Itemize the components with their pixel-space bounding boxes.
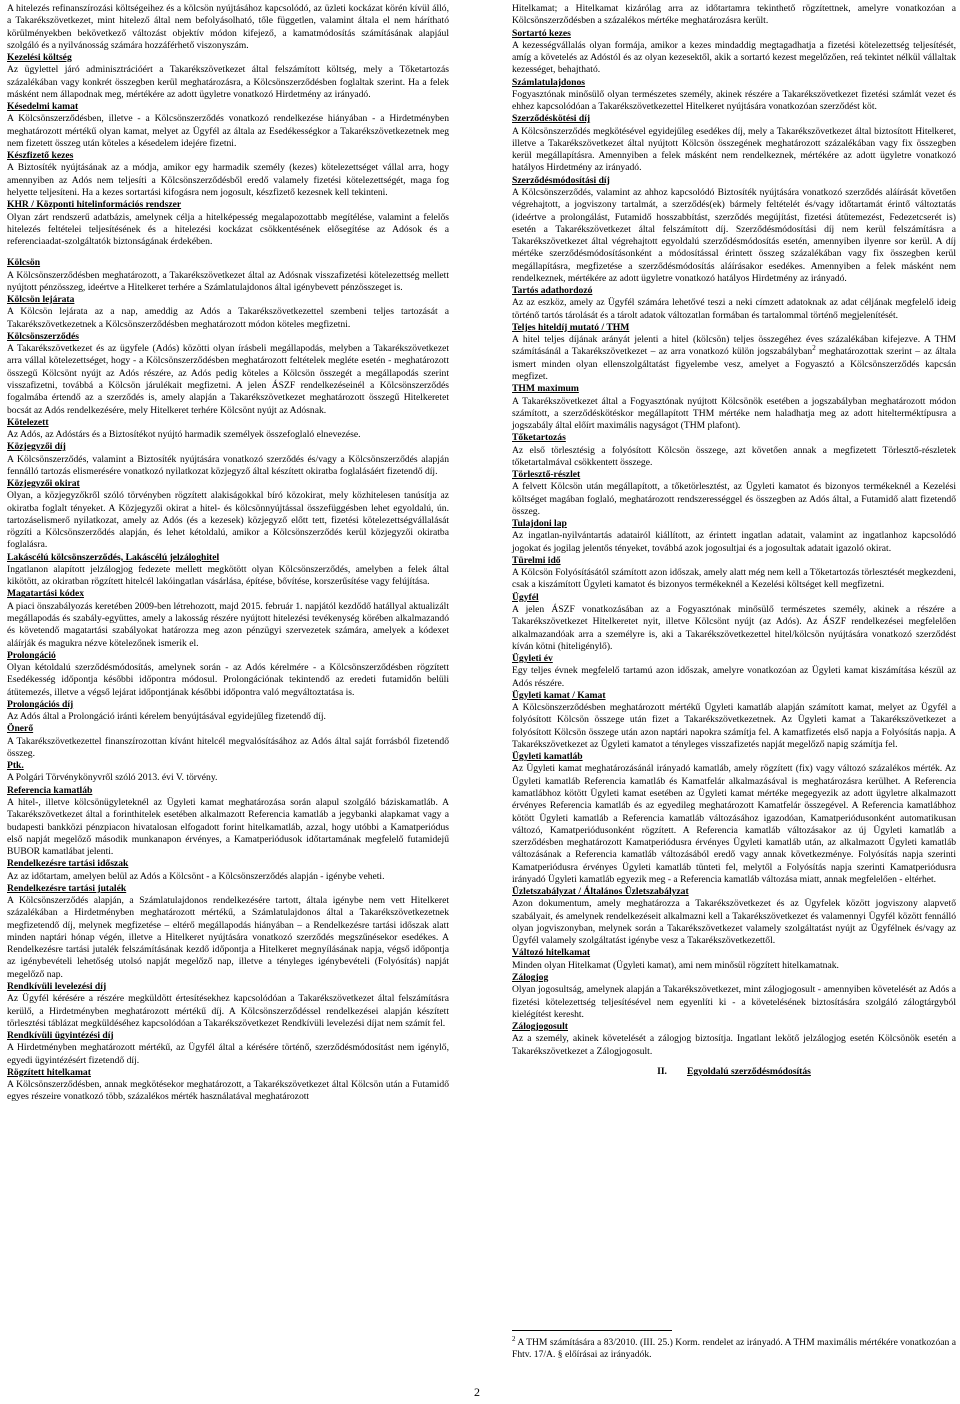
definition-entry xyxy=(7,441,449,478)
definition-text-part: A jelen ÁSZF vonatkozásában az a Fogyasztónak minősülő természetes személy, akinek a részére a Takarékszövetkezet Hitelkeretet nyit, illetve Kölcsönt nyújt (az Adós). Az ÁSZF rendelkezései megfelelően alkalmazandóak arra a személyre is, aki a Takarékszövetkezettel hitel/kölcsön nyújtására vonatkozó szerződést kíván kötni (hiteligénylő). xyxy=(512,604,956,652)
definition-text xyxy=(7,306,449,331)
footnote-reference: 2 xyxy=(812,344,816,353)
definition-text xyxy=(512,604,956,653)
section-title: Egyoldalú szerződésmódosítás xyxy=(686,1065,811,1077)
definition-term: Tulajdoni lap xyxy=(512,518,567,530)
definition-term: Ügyleti kamat / Kamat xyxy=(512,689,606,701)
definition-term: Késedelmi kamat xyxy=(7,101,79,113)
definition-text-part: Egy teljes évnek megfelelő tartamú azon időszak, amelyre vonatkozóan az Ügyleti kamat kiszámítása készül az Adós részére. xyxy=(512,665,956,689)
definition-term: Lakáscélú kölcsönszerződés, Lakáscélú jelzáloghitel xyxy=(7,551,220,563)
definition-text xyxy=(7,429,449,441)
definition-entry xyxy=(512,886,956,947)
definition-text xyxy=(7,270,449,295)
definition-term: Kölcsön xyxy=(7,257,41,269)
definition-entry xyxy=(7,760,449,785)
definition-text xyxy=(7,662,449,699)
definition-term: Zálogjogosult xyxy=(512,1021,568,1033)
definition-text-part: Az az eszköz, amely az Ügyfél számára lehetővé teszi a neki címzett adatoknak az adat céljának megfelelő ideig történő tartós tárolását és a tárolt adatok változatlan formában és tartalommal történő megjelenítését. xyxy=(512,297,956,321)
definition-term: Rendkívüli ügyintézési díj xyxy=(7,1030,114,1042)
definition-entry xyxy=(512,28,956,77)
definition-text xyxy=(512,702,956,751)
definition-text xyxy=(7,64,449,101)
definition-term: Készfizető kezes xyxy=(7,150,74,162)
definition-text-part: A felvett Kölcsön után megállapított, a tőketörlesztést, az Ügyleti kamatot és bizonyos termékeknél a Kezelési költséget magában foglaló, meghatározott rendszerességgel és összegben az Adós által, a Futamidő alatt fizetendő összeg. xyxy=(512,481,956,517)
definition-text xyxy=(7,797,449,858)
definition-entry xyxy=(7,883,449,981)
definition-term: Ptk. xyxy=(7,760,24,772)
definition-entry xyxy=(7,981,449,1030)
definition-text-part: Az ügylettel járó adminisztrációért a Takarékszövetkezet által felszámított költség, mely a Tőketartozás százalékában vagy konkrét összegben kerül meghatározásra, a Kölcsönszerződésben foglaltak szerint. Ha a felek másként nem állapodnak meg, mértékére az adott ügyletre vonatkozó Hirdetmény az irányadó. xyxy=(7,64,449,100)
footnote-number: 2 xyxy=(512,1334,516,1343)
definition-text xyxy=(512,40,956,77)
definition-text-part: Az első törlesztésig a folyósított Kölcsön összege, azt követően annak a megfizetett Törlesztő-részletek tőketartalmával csökkentett összege. xyxy=(512,444,956,468)
definition-entry xyxy=(7,478,449,552)
definition-text-part: A hitel teljes díjának arányát jelenti a hitel (kölcsön) teljes összegéhez éves százalékában kifejezve. A THM számításánál a Takarékszövetkezet – az arra vonatkozó külön jogszabályban xyxy=(512,334,956,358)
definition-term: Közjegyzői okirat xyxy=(7,478,80,490)
definition-entry xyxy=(7,101,449,150)
definition-text xyxy=(512,187,956,285)
definition-term: Szerződéskötési díj xyxy=(512,113,591,125)
definition-text-part: A Kölcsönszerződésben, illetve - a Kölcsönszerződés vonatkozó rendelkezése hiányában - a Hirdetményben meghatározott mértékű olyan kamat, melyet az Ügyfél az általa az Esedékességkor a Takarékszövetkezetnek meg nem fizetett összeg után köteles a késedelem idejére fizetni. xyxy=(7,113,449,149)
definition-entry xyxy=(512,113,956,174)
definition-text-part: A Biztosíték nyújtásának az a módja, amikor egy harmadik személy (kezes) kötelezettséget vállal arra, hogy amennyiben az Adós nem teljesíti a Kölcsönszerződésből eredő valamely fizetési kötelezettségét, maga fog helyette teljesíteni. Ha a kezes sortartási kifogásra nem jogosult, készfizető kezesnek kell tekinteni. xyxy=(7,162,449,198)
definition-entry xyxy=(512,322,956,383)
definition-text xyxy=(512,396,956,433)
definition-entry xyxy=(7,723,449,760)
definition-text-part: Olyan jogosultság, amelynek alapján a Takarékszövetkezet, mint zálogjogosult - amennyiben követelését az Adós a fizetési kötelezettség teljesítésével nem egyenlíti ki - a követelésének biztosítására szolgáló zálogtárgyból kielégítést keresht. xyxy=(512,984,956,1020)
definition-text-part: A Kölcsönszerződés megkötésével egyidejűleg esedékes díj, mely a Takarékszövetkezet által biztosított Hitelkeret, illetve a Takarékszövetkezet által nyújtott Kölcsön összegének meghatározott százalékában vagy fix összegben kerül megállapításra. Amennyiben a felek másként nem rendelkeznek, mértékére az adott ügyletre vonatkozó hatályos Hirdetmény az irányadó. xyxy=(512,125,956,174)
definition-text xyxy=(512,1033,956,1058)
definition-text-part: A kezességvállalás olyan formája, amikor a kezes mindaddig megtagadhatja a fizetési kötelezettség teljesítését, amíg a követelés az Adóstól és az olyan kezesektől, akik a sortartó kezest megelőzően, reá tekintet nélkül vállaltak kezességet, behajtható. xyxy=(512,39,956,76)
definition-term: Ügyfél xyxy=(512,591,539,603)
definition-term: KHR / Központi hitelinformációs rendszer xyxy=(7,199,182,211)
definition-term: Ügyleti év xyxy=(512,653,553,665)
definition-entry xyxy=(7,588,449,649)
section-heading xyxy=(512,1066,956,1078)
definition-term: Sortartó kezes xyxy=(512,27,571,39)
definition-text xyxy=(7,564,449,589)
definition-text xyxy=(512,530,956,555)
definition-entry xyxy=(512,383,956,432)
definition-text xyxy=(512,665,956,690)
definition-term: Prolongációs díj xyxy=(7,698,74,710)
definition-text-part: Azon dokumentum, amely meghatározza a Takarékszövetkezet és az Ügyfelek között jogviszony alapvető szabályait, és amelynek rendelkezéseit alkalmazni kell a Takarékszövetkezet és valamennyi Ügyfél között fennálló olyan jogviszonyban, melynek során a Takarékszövetkezet valamely szolgáltatást nyújt az Ügyfélnek és/vagy az Ügyfél valamely szolgáltatást igénybe vesz a Takarékszövetkezettől. xyxy=(512,898,956,947)
definition-term: Rendkívüli levelezési díj xyxy=(7,980,107,992)
definition-text xyxy=(7,162,449,199)
definition-entry xyxy=(512,751,956,886)
definition-text-part: meghatározottak szerint – az általa ismert minden olyan ellenszolgáltatást figyelembe vesz, amelyet a Fogyasztó a Kölcsönszerződés kapcsán megfizet. xyxy=(512,346,956,382)
definition-term: Tartós adathordozó xyxy=(512,285,593,297)
intro-paragraph: Hitelkamat; a Hitelkamat kizárólag arra az időtartamra tekinthető rögzítettnek, amelyre vonatkozóan a Kölcsönszerződésben a százalékos mértéke meghatározásra került. xyxy=(512,3,956,27)
definition-text-part: A Takarékszövetkezet és az ügyfele (Adós) közötti olyan írásbeli megállapodás, melyben a Takarékszövetkezet arra vállal kötelezettséget, hogy - a Kölcsönszerződésben meghatározott feltételek megléte esetén - meghatározott összegű Kölcsönt nyújt az Adós részére, az Adós pedig köteles a Kölcsön összegét a megállapodás szerint visszafizetni, továbbá a Kölcsön járulékait megfizetni. A jelen ÁSZF rendelkezéseinél a Kölcsönszerződés fogalmába értendő az a szerződés is, amely alapján a Takarékszövetkezet meghatározott összegű Hitelkeretet bocsát az Adós rendelkezésére, mely Hitelkeret terhére Kölcsönt nyújt az Adósnak. xyxy=(7,343,449,416)
definition-text-part: Az ingatlan-nyilvántartás adatairól kiállított, az érintett ingatlan adatait, valamint az ingatlanhoz kapcsolódó jogokat és jogilag jelentős tényeket, továbbá azok jogosultjai és a jogosultak adatait igazoló okirat. xyxy=(512,530,956,554)
definition-term: Prolongáció xyxy=(7,649,56,661)
definition-text-part: A Kölcsönszerződésben, annak megkötésekor meghatározott, a Takarékszövetkezet által Kölcsön után a Futamidő egyes részeire vonatkozó több, százalékos mérték használatával meghatározott xyxy=(7,1079,449,1103)
definition-entry xyxy=(512,175,956,285)
definition-text xyxy=(512,89,956,114)
definition-text xyxy=(7,772,449,784)
definition-text xyxy=(7,736,449,761)
definition-text-part: Olyan zárt rendszerű adatbázis, amelynek célja a hitelképesség megalapozottabb megítélése, valamint a felelős hitelezés feltételei teljesítésének és a hitelezési kockázat csökkentésének elősegítése az Adósok és a referenciaadat-szolgáltatók biztonságának érdekében. xyxy=(7,211,449,248)
definition-term: Önerő xyxy=(7,723,34,735)
definition-entry xyxy=(7,1030,449,1067)
left-column xyxy=(7,3,449,1104)
definition-text-part: A hitel-, illetve kölcsönügyleteknél az Ügyleti kamat meghatározása során alapul szolgáló báziskamatláb. A Takarékszövetkezet által a forinthitelek esetében alkalmazott Referencia kamatláb a jegybanki alapkamat vagy a budapesti bankközi pénzpiacon hivatalosan elfogadott forint hitelkamatláb, azzal, hogy utóbbi a Kamatperiódus első napját megelőző második munkanapon érvényes, a Kamatperiódusok időtartamának megfelelő futamidejű BUBOR kamatlábat jelenti. xyxy=(7,797,449,858)
definition-text xyxy=(512,898,956,947)
intro-paragraph: A hitelezés refinanszírozási költségeihez és a kölcsön nyújtásához kapcsolódó, az üzleti kockázat körén kívül álló, a Takarékszövetkezet, mint hitelező által nem befolyásolható, tőle független, valamint általa el nem hárítható körülményekben bekövetkező változást objektív módon kifejező, a kamatmódosítás számításának alapjául szolgáló és a nyilvánosság számára hozzáférhető viszonyszám. xyxy=(7,3,449,51)
definition-term: Számlatulajdonos xyxy=(512,76,586,88)
definition-entry xyxy=(7,294,449,331)
definition-entry xyxy=(7,1067,449,1104)
definition-term: Kölcsön lejárata xyxy=(7,294,75,306)
definition-text-part: A Takarékszövetkezettel finanszírozottan kívánt hitelcél megvalósításához az Adós által saját forrásból fizetendő összeg. xyxy=(7,735,449,759)
definition-text xyxy=(7,212,449,249)
definition-text xyxy=(7,454,449,479)
definition-term: Kezelési költség xyxy=(7,52,72,64)
definition-entry xyxy=(512,1021,956,1058)
definition-entry xyxy=(512,592,956,653)
definition-term: Közjegyzői díj xyxy=(7,441,66,453)
page-number: 2 xyxy=(474,1385,480,1399)
definition-text xyxy=(512,334,956,383)
definition-entry xyxy=(7,552,449,589)
definition-text-part: Az Ügyfél kérésére a részére megküldött értesítésekhez kapcsolódóan a Takarékszövetkezet által felszámításra kerülő, a Hirdetményben meghatározott mértékű díj. A Kölcsönszerződéssel rendelkezései alapján készített törlesztési táblázat megküldéséhez kapcsolódóan a Takarékszövetkezet Rendkívüli levelezési díjat nem számít fel. xyxy=(7,993,449,1029)
definition-entry xyxy=(7,699,449,724)
definition-term: Ügyleti kamatláb xyxy=(512,751,583,763)
definition-term: Rendelkezésre tartási időszak xyxy=(7,858,129,870)
definition-term: Változó hitelkamat xyxy=(512,947,591,959)
definition-text xyxy=(7,711,449,723)
definition-text xyxy=(512,126,956,175)
definition-text-part: Fogyasztónak minősülő olyan természetes személy, akinek részére a Takarékszövetkezet fizetési számlát vezet és ehhez kapcsolódóan a Takarékszövetkezettel Hitelkeret nyújtására vonatkozóan szerződést köt. xyxy=(512,88,956,113)
definition-text xyxy=(7,113,449,150)
definition-term: Kötelezett xyxy=(7,416,49,428)
definition-text-part: Az Adós, az Adóstárs és a Biztosítékot nyújtó harmadik személyek összefoglaló elnevezése. xyxy=(7,429,361,441)
definition-term: Tőketartozás xyxy=(512,432,566,444)
definition-text xyxy=(7,993,449,1030)
definition-term: THM maximum xyxy=(512,383,579,395)
definition-entry xyxy=(512,690,956,751)
definition-text xyxy=(7,601,449,650)
footnote-text: A THM számítására a 83/2010. (III. 25.) Korm. rendelet az irányadó. A THM maximális mértékére vonatkozóan a Fhtv. 17/A. § előírásai az irányadók. xyxy=(512,1337,956,1361)
definition-text xyxy=(7,490,449,551)
definition-term: Rendelkezésre tartási jutalék xyxy=(7,882,127,894)
definition-term: Kölcsönszerződés xyxy=(7,330,79,342)
definition-entry xyxy=(7,150,449,199)
definition-text xyxy=(7,871,449,883)
definition-entry xyxy=(512,947,956,972)
definition-text xyxy=(7,1079,449,1104)
definition-text-part: A Kölcsönszerződésben meghatározott, a Takarékszövetkezet által az Adósnak visszafizetési kötelezettség mellett nyújtott pénzösszeg, ideértve a Hitelkeret terhére a Számlatulajdonos által igénybevett pénzösszeget is. xyxy=(7,269,449,293)
definition-text-part: A Kölcsönszerződésben meghatározott mértékű Ügyleti kamatláb alapján számított kamat, melyet az Ügyfél a folyósított Kölcsön összege után fizet a Takarékszövetkezetnek. Az Ügyleti kamat a Takarékszövetkezet a folyósított Kölcsön összege után azon naptári napokra számítja fel. A kamatfizetés első napja a Folyósítás napja. A Takarékszövetkezet az Ügyleti kamatot a tényleges visszafizetés napját megelőző napig számítja fel. xyxy=(512,702,956,750)
section-number: II. xyxy=(657,1065,667,1077)
definition-entry xyxy=(512,469,956,518)
definition-text-part: A Kölcsön lejárata az a nap, ameddig az Adós a Takarékszövetkezettel szembeni teljes tartozását a Takarékszövetkezetnek a Kölcsönszerződésben meghatározott módon köteles megfizetni. xyxy=(7,306,449,330)
definition-text xyxy=(512,763,956,886)
definition-text xyxy=(7,1042,449,1067)
definition-text-part: A Takarékszövetkezet által a Fogyasztónak nyújtott Kölcsönök esetében a jogszabályban meghatározott módon számított, a szerződéskötéskor megállapított THM mértéke nem haladhatja meg az adott hitelterméktípusra a jogszabály által előírt maximális nagyságot (THM plafont). xyxy=(512,395,956,432)
definition-term: Szerződésmódosítási díj xyxy=(512,174,610,186)
definition-term: Rögzített hitelkamat xyxy=(7,1066,91,1078)
definition-entry xyxy=(512,285,956,322)
definition-text-part: Olyan, a közjegyzőkről szóló törvényben rögzített alakiságokkal bíró közokirat, mely közhitelesen tanúsítja az okiratba foglalt tényeket. A Közjegyzői okirat a hitel- és kölcsönnyújtással összefüggésben lehet egyoldalú, ún. tartozáselismerő nyilatkozat, amely az Adós (és a kezesek) közjegyző előtt tett, fizetési kötelezettségvállalását rögzíti a Kölcsönszerződés alapján, és lehet kétoldalú, amikor a Kölcsönszerződés kerül közjegyzői okiratba foglalásra. xyxy=(7,490,449,551)
definition-text-part: Ingatlanon alapított jelzálogjog fedezete mellett megkötött olyan Kölcsönszerződés, amelyben a felek által kikötött, az okiratban rögzített hitelcél lakóingatlan vásárlása, építése, bővítése, korszerűsítése vagy felújítása. xyxy=(7,563,449,588)
definition-term: Üzletszabályzat / Általános Üzletszabályzat xyxy=(512,886,689,898)
definition-text-part: Az az időtartam, amelyen belül az Adós a Kölcsönt - a Kölcsönszerződés alapján - igénybe veheti. xyxy=(7,870,385,882)
definition-term: Zálogjog xyxy=(512,971,549,983)
definition-text-part: Minden olyan Hitelkamat (Ügyleti kamat), ami nem minősül rögzített hitelkamatnak. xyxy=(512,959,839,971)
definition-entry xyxy=(7,331,449,417)
definition-text-part: Az a személy, akinek követelését a zálogjog biztosítja. Ingatlant lekötő jelzálogjog esetén Kölcsönök esetén a Takarékszövetkezet a Zálogjogosult. xyxy=(512,1033,956,1057)
definition-text xyxy=(7,343,449,417)
definition-entry xyxy=(512,555,956,592)
definition-entry xyxy=(512,653,956,690)
definition-text-part: A Hirdetményben meghatározott mértékű, az Ügyfél által a kérésére történő, szerződésmódosítást nem igénylő, egyedi ügyintézésért fizetendő díj. xyxy=(7,1042,449,1066)
definition-term: Törlesztő-részlet xyxy=(512,469,581,481)
definition-entry xyxy=(7,199,449,248)
definition-text-part: Olyan kétoldalú szerződésmódosítás, amelynek során - az Adós kérelmére - a Kölcsönszerződésben rögzített Esedékesség időpontja későbbi időpontra módosul. Prolongációnak tekintendő az eredeti futamidőn belüli átütemezés, illetve a végső lejárat időpontjának későbbi időpontra való megváltoztatása is. xyxy=(7,662,449,698)
definition-text xyxy=(512,960,956,972)
definition-entry xyxy=(7,52,449,101)
footnote-divider xyxy=(512,1330,672,1331)
definition-text-part: A piaci önszabályozás keretében 2009-ben létrehozott, majd 2015. február 1. napjától kezdődő hatállyal aktualizált megállapodás és szabály-együttes, amely a lakosság részére nyújtott hitelezési tevékenység körében alkalmazandó és követendő magatartási szabályokat határozza meg azon pénzügyi szervezetek számára, amelyek a kódexet aláírják és magukra nézve kötelezőnek ismerik el. xyxy=(7,600,449,649)
definition-text xyxy=(512,567,956,592)
footnote xyxy=(512,1334,956,1362)
definition-entry xyxy=(7,257,449,294)
definition-text-part: A Kölcsönszerződés alapján, a Számlatulajdonos rendelkezésére tartott, általa igénybe nem vett Hitelkeret százalékában a Hirdetményben meghatározott mértékű, a Számlatulajdonos által a Takarékszövetkezetnek megfizetendő díj, melynek megfizetése – eltérő megállapodás hiányában – a Rendelkezésre tartási időszak alatt minden naptári hónap végén, illetve a Hitelkeret nyújtására vonatkozó szerződés megszűnésekor esedékes. A Rendelkezésre tartási jutalék felszámításának kezdő időpontja a Hitelkeret megnyílásának napja, végső időpontja az igénybevételi lehetőség utolsó napját megelőző nap, illetve a tényleges igénybevételi (Folyósítás) napját megelőző nap. xyxy=(7,895,449,980)
definition-entry xyxy=(7,785,449,859)
definition-term: Referencia kamatláb xyxy=(7,784,93,796)
definition-entry xyxy=(512,77,956,114)
definition-text xyxy=(512,984,956,1021)
definition-term: Magatartási kódex xyxy=(7,588,85,600)
definition-text xyxy=(512,481,956,518)
definition-entry xyxy=(512,432,956,469)
definition-entry xyxy=(512,972,956,1021)
definition-text xyxy=(512,297,956,322)
definition-entry xyxy=(7,650,449,699)
definition-text-part: Az Ügyleti kamat meghatározásánál irányadó kamatláb, amely rögzített (fix) vagy változó százalékos mérték. Az Ügyleti kamatláb Referencia kamatláb és Kamatfelár alkalmazásával is meghatározásra kerülhet. A Referencia kamatlábhoz kötött Ügyleti kamat esetében az Ügyleti kamat mértéke megegyezik az adott ügyletre alkalmazott érvényes Referencia kamatláb és az egyedileg meghatározott Kamatfelár összegével. A Referencia kamatlábhoz kötött Ügyleti kamatláb a Referencia kamatláb változásához igazodóan, Kamatperiódusonként automatikusan változó, Kamatperiódusonként rögzített. A Referencia kamatláb változásakor az új Ügyleti kamatláb a szerződésben meghatározott Kamatperiódusra érvényes Ügyleti kamatláb után, az alkalmazott Ügyleti kamatláb változásának a Referencia kamatláb változásából eredő vagy annak következménye. Folyósítás napja szerinti Kamatperiódusra érvényes Ügyleti kamatláb tünteti fel, melytől a Folyósítás napja szerinti Kamatperiódusra irányadó Ügyleti kamatláb egyezik meg - a Referencia kamatláb változása miatt, annak megfelelően - eltérhet. xyxy=(512,763,956,885)
definition-text xyxy=(512,445,956,470)
definition-entry xyxy=(512,518,956,555)
right-column xyxy=(512,3,956,1078)
definition-text-part: A Polgári Törvénykönyvről szóló 2013. évi V. törvény. xyxy=(7,772,218,784)
definition-text-part: A Kölcsönszerződés, valamint a Biztosíték nyújtására vonatkozó szerződés és/vagy a Kölcsönszerződés alapján fennálló tartozás elismerésére vonatkozó nyilatkozat közjegyző által készített okiratba foglalásáért fizetendő díj. xyxy=(7,453,449,477)
definition-term: Türelmi idő xyxy=(512,554,561,566)
definition-text xyxy=(7,895,449,981)
definition-term: Teljes hiteldíj mutató / THM xyxy=(512,321,630,333)
definition-text-part: A Kölcsönszerződés, valamint az ahhoz kapcsolódó Biztosíték nyújtására vonatkozó szerződés aláírását követően végrehajtott, a jogviszony tartalmát, a szerződés(ek) bármely feltételét és/vagy időtartamát érintő változtatás (ideértve a prolongálást, Futamidő hosszabbítást, szerződés megújítást, fizetési átütemezést, Fedezetcserét is) esetén a Takarékszövetkezet által felszámított díj. Szerződésmódosítási díj nem kerül felszámításra a Takarékszövetkezet által végrehajtott egyoldalú szerződésmódosítás esetén, amennyiben ilyenre sor kerül. A díj mértéke szerződésmódosításonként a módosítással érintett összeg százalékában vagy fix összegben kerül megállapításra, megfizetése a szerződésmódosítás aláírásakor esedékes. Amennyiben a felek másként nem rendelkeznek, mértékére az adott ügyletre vonatkozó hatályos Hirdetmény az irányadó. xyxy=(512,186,956,284)
definition-entry xyxy=(7,417,449,442)
definition-text-part: A Kölcsön Folyósításától számított azon időszak, amely alatt még nem kell a Tőketartozás törlesztését megkezdeni, csak a kiszámított Ügyleti kamatot és bizonyos termékeknél a Kezelési költséget kell megfizetni. xyxy=(512,567,956,591)
definition-entry xyxy=(7,858,449,883)
definition-text-part: Az Adós által a Prolongáció iránti kérelem benyújtásával egyidejűleg fizetendő díj. xyxy=(7,711,326,723)
